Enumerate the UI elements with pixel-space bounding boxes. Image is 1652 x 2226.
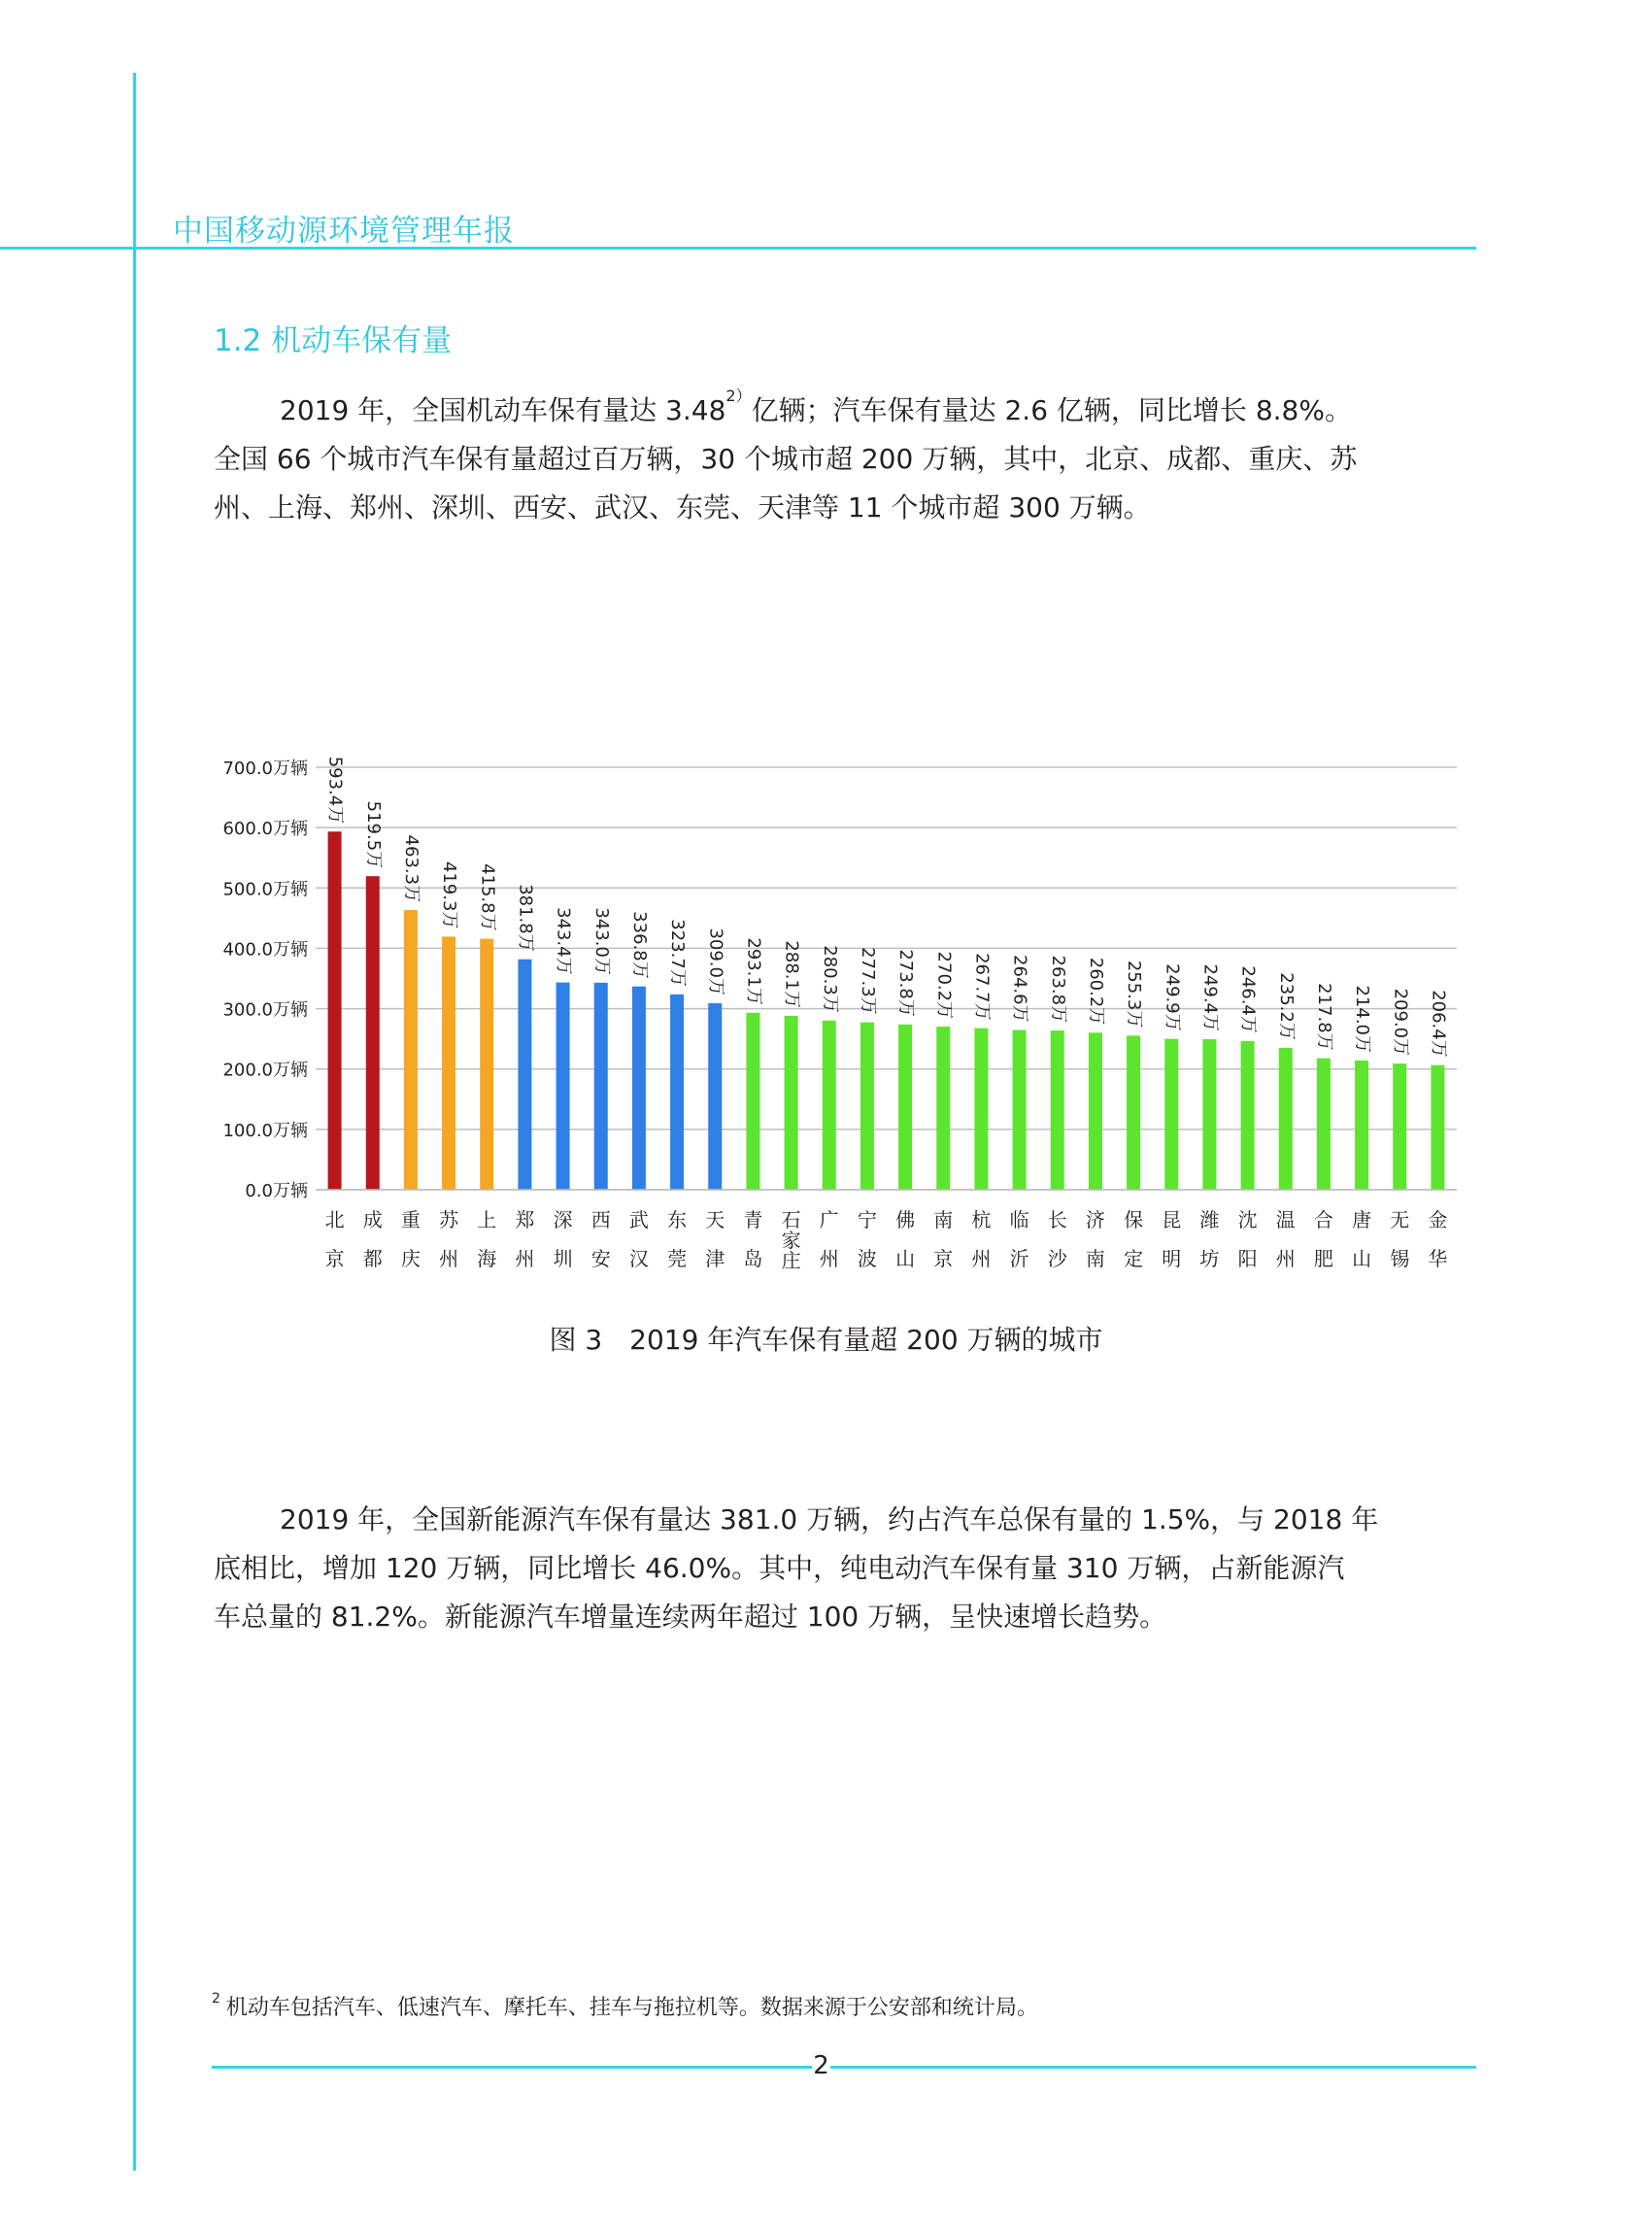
data-label: 273.8万: [895, 949, 917, 1017]
footnote-mark: 2: [212, 1991, 220, 2007]
data-label: 593.4万: [324, 756, 346, 825]
category-label: 合肥: [1313, 1208, 1333, 1270]
category-label: 温州: [1275, 1208, 1296, 1270]
bar: [328, 831, 342, 1190]
bar: [860, 1023, 874, 1190]
data-label: 255.3万: [1124, 960, 1145, 1029]
category-label: 深圳: [553, 1208, 573, 1270]
category-label: 武汉: [628, 1208, 649, 1270]
bar: [366, 876, 380, 1190]
category-label: 石家庄: [781, 1208, 801, 1272]
data-label: 419.3万: [439, 860, 460, 929]
category-label: 西安: [590, 1208, 611, 1270]
bar: [898, 1025, 912, 1190]
bar: [1431, 1065, 1444, 1190]
left-margin-rule: [133, 73, 136, 2171]
paragraph-new-energy: [214, 1496, 1447, 1641]
category-label: 保定: [1124, 1208, 1144, 1270]
data-label: 280.3万: [819, 945, 840, 1013]
category-label: 无锡: [1390, 1208, 1410, 1270]
bar: [518, 960, 531, 1190]
bar: [708, 1003, 722, 1190]
bar: [670, 995, 684, 1190]
bar: [1127, 1035, 1140, 1190]
footer-rule-right: [830, 2066, 1476, 2069]
data-label: 206.4万: [1428, 990, 1449, 1058]
data-label: 415.8万: [477, 863, 498, 931]
bar: [594, 983, 608, 1190]
data-label: 249.9万: [1162, 963, 1183, 1031]
category-label: 天津: [705, 1208, 725, 1270]
paragraph-line: 2019 年，全国新能源汽车保有量达 381.0 万辆，约占汽车总保有量的 1.5%，与 2018 年: [280, 1503, 1379, 1535]
paragraph-line: 底相比，增加 120 万辆，同比增长 46.0%。其中，纯电动汽车保有量 310 万辆，占新能源汽: [214, 1552, 1345, 1584]
category-label: 潍坊: [1199, 1208, 1220, 1270]
bar: [1013, 1030, 1027, 1190]
category-label: 唐山: [1352, 1208, 1372, 1270]
bar: [442, 936, 455, 1190]
bar: [1393, 1063, 1406, 1190]
bar: [1317, 1059, 1331, 1190]
bar: [480, 939, 493, 1190]
category-label: 广州: [819, 1208, 839, 1270]
section-heading: 1.2 机动车保有量: [214, 323, 453, 358]
category-label: 成都: [362, 1208, 383, 1270]
data-label: 288.1万: [781, 940, 802, 1008]
data-label: 293.1万: [743, 937, 764, 1005]
bar: [632, 987, 646, 1190]
category-label: 郑州: [515, 1208, 535, 1270]
bar: [1279, 1048, 1293, 1190]
y-tick-label: 0.0万辆: [245, 1181, 308, 1201]
data-label: 336.8万: [628, 911, 650, 979]
data-label: 463.3万: [400, 834, 421, 903]
category-label: 沈阳: [1237, 1208, 1258, 1270]
y-tick-label: 600.0万辆: [222, 819, 308, 840]
paragraph-line: 车总量的 81.2%。新能源汽车增量连续两年超过 100 万辆，呈快速增长趋势。: [214, 1601, 1167, 1633]
text-span: 亿辆；汽车保有量达 2.6 亿辆，同比增长 8.8%。: [751, 394, 1352, 426]
text-span: 2019 年，全国机动车保有量达 3.48: [280, 394, 726, 426]
y-tick-label: 200.0万辆: [222, 1060, 308, 1081]
data-label: 343.0万: [590, 907, 612, 975]
data-label: 309.0万: [705, 928, 726, 995]
data-label: 209.0万: [1390, 988, 1411, 1057]
data-label: 267.7万: [971, 953, 993, 1021]
data-label: 263.8万: [1047, 955, 1068, 1024]
data-label: 277.3万: [857, 947, 878, 1015]
bar: [823, 1021, 836, 1190]
data-label: 381.8万: [515, 884, 536, 952]
y-tick-label: 100.0万辆: [222, 1120, 308, 1141]
category-label: 临沂: [1009, 1208, 1029, 1270]
data-label: 264.6万: [1009, 955, 1030, 1023]
y-tick-label: 400.0万辆: [222, 939, 308, 961]
data-label: 235.2万: [1275, 972, 1297, 1040]
data-label: 246.4万: [1237, 965, 1259, 1033]
category-label: 宁波: [857, 1208, 877, 1270]
bar: [1241, 1041, 1255, 1190]
page-number: 2: [813, 2051, 829, 2080]
category-label: 佛山: [895, 1208, 916, 1270]
paragraph-vehicle-ownership: [214, 387, 1447, 532]
bar: [785, 1016, 798, 1190]
category-label: 东莞: [667, 1208, 688, 1270]
category-label: 重庆: [400, 1208, 421, 1270]
bar-chart: [194, 743, 1467, 1287]
data-label: 217.8万: [1313, 983, 1334, 1051]
y-tick-label: 700.0万辆: [222, 759, 308, 779]
footnote: [212, 1991, 1038, 2021]
y-tick-label: 300.0万辆: [222, 999, 308, 1021]
category-label: 金华: [1428, 1208, 1448, 1270]
bar: [1051, 1030, 1064, 1190]
category-label: 北京: [324, 1208, 345, 1270]
running-header: 中国移动源环境管理年报: [173, 214, 515, 249]
footnote-ref: 2）: [725, 387, 752, 405]
bar: [556, 983, 570, 1190]
bar: [1355, 1061, 1368, 1190]
paragraph-line: 全国 66 个城市汽车保有量超过百万辆，30 个城市超 200 万辆，其中，北京、成都、重庆、苏: [214, 443, 1358, 475]
data-label: 249.4万: [1199, 963, 1221, 1032]
category-label: 济南: [1085, 1208, 1105, 1270]
data-label: 270.2万: [933, 951, 955, 1020]
category-label: 长沙: [1047, 1208, 1067, 1270]
bar: [1164, 1039, 1178, 1190]
figure-caption: 图 3 2019 年汽车保有量超 200 万辆的城市: [549, 1324, 1103, 1356]
category-label: 上海: [477, 1208, 497, 1270]
y-tick-label: 500.0万辆: [222, 879, 308, 900]
bar: [974, 1029, 988, 1190]
bar: [936, 1027, 950, 1190]
category-label: 昆明: [1162, 1208, 1182, 1270]
data-label: 214.0万: [1352, 985, 1373, 1054]
data-label: 260.2万: [1085, 957, 1106, 1026]
data-label: 343.4万: [553, 907, 574, 975]
category-label: 杭州: [971, 1208, 992, 1270]
paragraph-line: 州、上海、郑州、深圳、西安、武汉、东莞、天津等 11 个城市超 300 万辆。: [214, 491, 1151, 523]
data-label: 519.5万: [362, 800, 384, 869]
bar: [1202, 1039, 1216, 1190]
data-label: 323.7万: [667, 919, 689, 987]
paragraph-line: [214, 387, 1447, 435]
footer-rule-left: [212, 2066, 812, 2069]
category-label: 南京: [933, 1208, 954, 1270]
footnote-text: 机动车包括汽车、低速汽车、摩托车、挂车与拖拉机等。数据来源于公安部和统计局。: [225, 1996, 1038, 2020]
bar: [746, 1013, 759, 1190]
category-label: 苏州: [439, 1208, 459, 1270]
category-label: 青岛: [743, 1208, 763, 1270]
bar: [404, 910, 418, 1190]
bar: [1089, 1032, 1102, 1190]
